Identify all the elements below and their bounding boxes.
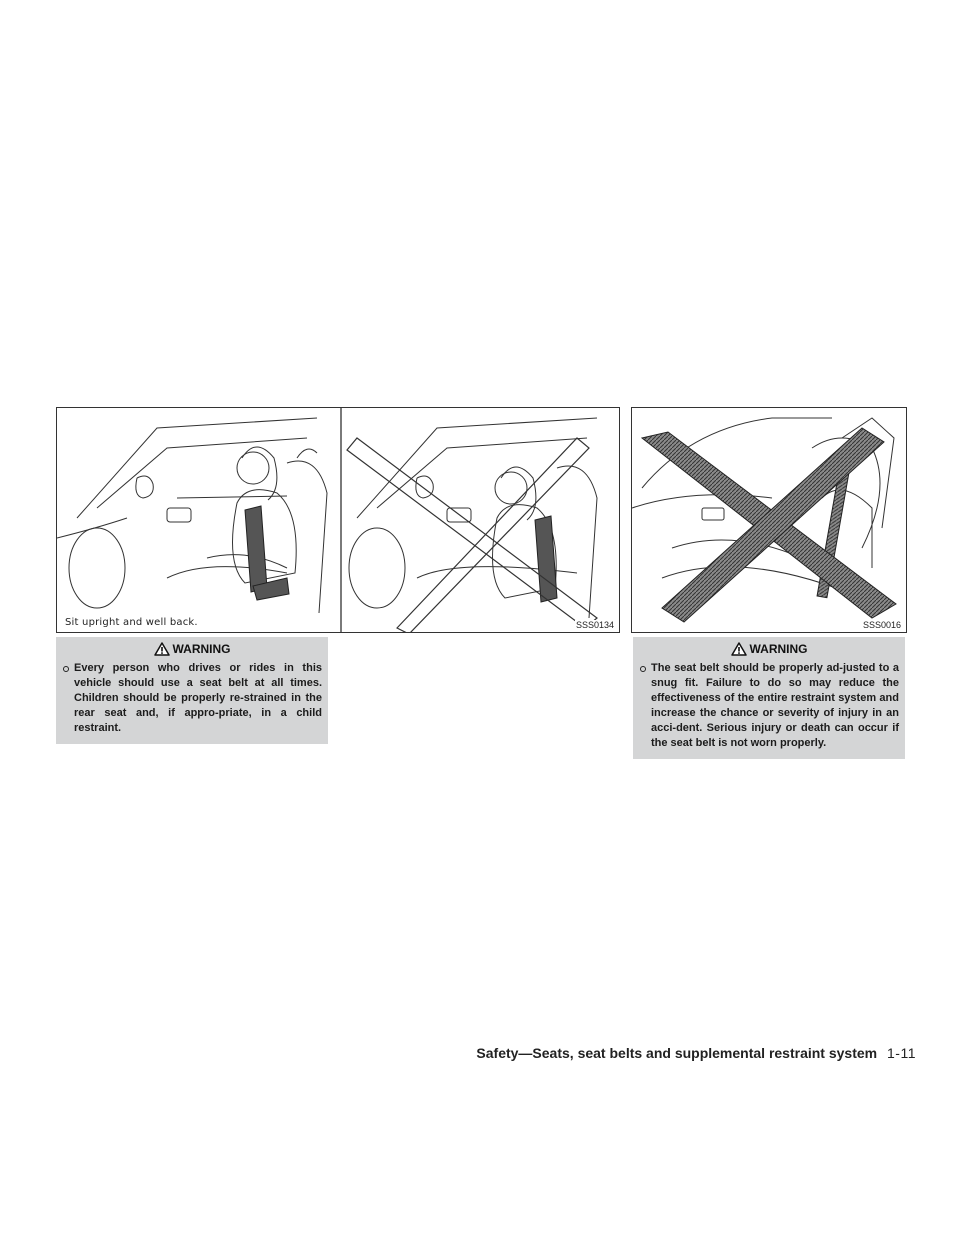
warning-item bbox=[633, 661, 905, 751]
figure-seating-posture bbox=[56, 407, 620, 633]
page-number: 1-11 bbox=[887, 1045, 916, 1061]
warning-box bbox=[56, 637, 328, 744]
warning-text: Every person who drives or rides in this vehicle should use a seat belt at all times. Children should be properly re-strained in the rear seat and, if appro-priate, in a child restraint. bbox=[74, 662, 322, 734]
figure-code: SSS0134 bbox=[575, 620, 614, 630]
figure-caption: Sit upright and well back. bbox=[65, 617, 198, 628]
seating-illustration bbox=[57, 408, 619, 632]
warning-box bbox=[633, 637, 905, 759]
page-footer bbox=[0, 1045, 960, 1061]
section-title: Safety—Seats, seat belts and supplemental restraint system bbox=[476, 1045, 878, 1061]
warning-heading bbox=[633, 637, 905, 661]
warning-triangle-icon bbox=[154, 642, 170, 656]
incorrect-belt-illustration bbox=[632, 408, 906, 632]
figure-code: SSS0016 bbox=[862, 620, 901, 630]
bullet-icon bbox=[640, 666, 646, 672]
bullet-icon bbox=[63, 666, 69, 672]
warning-heading bbox=[56, 637, 328, 661]
warning-text: The seat belt should be properly ad-justed to a snug fit. Failure to do so may reduce the effectiveness of the entire restraint system and increase the chance or severity of injury in an acci-dent. Serious injury or death can occur if the seat belt is not worn properly. bbox=[651, 662, 899, 749]
warning-item bbox=[56, 661, 328, 736]
warning-title: WARNING bbox=[172, 642, 231, 656]
figure-incorrect-belt bbox=[631, 407, 907, 633]
warning-triangle-icon bbox=[731, 642, 747, 656]
warning-title: WARNING bbox=[749, 642, 808, 656]
